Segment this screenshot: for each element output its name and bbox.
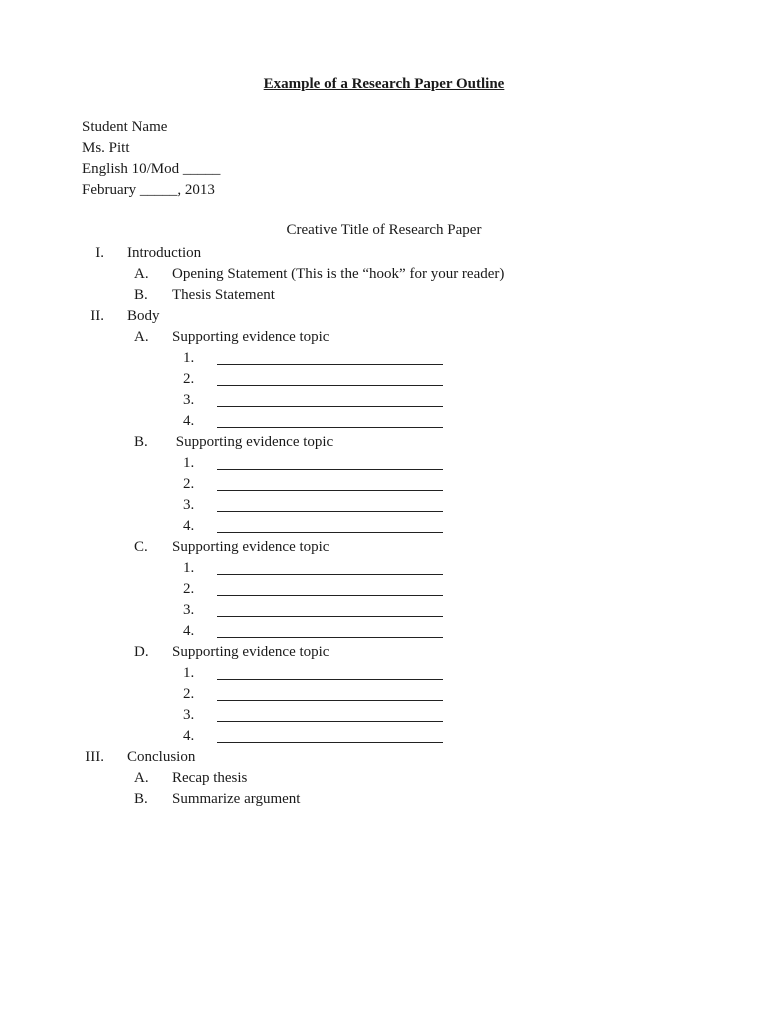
- outline-item: [0, 789, 768, 810]
- subitem-number: 1.: [183, 665, 195, 681]
- outline-section: [0, 243, 768, 264]
- item-letter: D.: [134, 644, 149, 660]
- fill-in-blank-line[interactable]: [217, 595, 443, 596]
- fill-in-blank-line[interactable]: [217, 637, 443, 638]
- item-text: Supporting evidence topic: [172, 434, 334, 450]
- section-numeral: III.: [85, 749, 104, 765]
- subitem-number: 3.: [183, 602, 195, 618]
- subitem-number: 1.: [183, 350, 195, 366]
- fill-in-blank-line[interactable]: [217, 679, 443, 680]
- subitem-number: 3.: [183, 707, 195, 723]
- subitem-number: 2.: [183, 686, 195, 702]
- outline-subitem: [0, 390, 768, 411]
- outline-item: [0, 642, 768, 663]
- section-label: Introduction: [127, 245, 202, 261]
- subitem-number: 4.: [183, 728, 195, 744]
- header-class: English 10/Mod _____: [82, 161, 221, 177]
- section-numeral: II.: [90, 308, 104, 324]
- outline-section: [0, 747, 768, 768]
- item-letter: A.: [134, 266, 149, 282]
- student-header: [82, 117, 220, 201]
- fill-in-blank-line[interactable]: [217, 511, 443, 512]
- outline-item: [0, 768, 768, 789]
- fill-in-blank-line[interactable]: [217, 406, 443, 407]
- item-letter: B.: [134, 434, 148, 450]
- header-teacher: Ms. Pitt: [82, 140, 130, 156]
- outline-subitem: [0, 495, 768, 516]
- fill-in-blank-line[interactable]: [217, 700, 443, 701]
- section-numeral: I.: [95, 245, 104, 261]
- fill-in-blank-line[interactable]: [217, 721, 443, 722]
- item-letter: C.: [134, 539, 148, 555]
- item-text: Supporting evidence topic: [172, 539, 330, 555]
- outline-subitem: [0, 516, 768, 537]
- outline-subitem: [0, 558, 768, 579]
- item-text: Summarize argument: [172, 791, 301, 807]
- subitem-number: 1.: [183, 560, 195, 576]
- section-label: Body: [127, 308, 160, 324]
- fill-in-blank-line[interactable]: [217, 574, 443, 575]
- document-title: Example of a Research Paper Outline: [263, 76, 505, 92]
- subitem-number: 4.: [183, 623, 195, 639]
- subitem-number: 3.: [183, 497, 195, 513]
- outline-subitem: [0, 411, 768, 432]
- subitem-number: 3.: [183, 392, 195, 408]
- subitem-number: 2.: [183, 581, 195, 597]
- item-letter: A.: [134, 770, 149, 786]
- fill-in-blank-line[interactable]: [217, 364, 443, 365]
- item-letter: B.: [134, 791, 148, 807]
- outline-section: [0, 306, 768, 327]
- paper-title: [0, 222, 768, 239]
- outline-item: [0, 264, 768, 285]
- outline-subitem: [0, 579, 768, 600]
- item-text: Recap thesis: [172, 770, 248, 786]
- outline-subitem: [0, 726, 768, 747]
- outline-item: [0, 327, 768, 348]
- outline-subitem: [0, 453, 768, 474]
- fill-in-blank-line[interactable]: [217, 616, 443, 617]
- header-student-name: Student Name: [82, 119, 168, 135]
- outline-subitem: [0, 705, 768, 726]
- fill-in-blank-line[interactable]: [217, 469, 443, 470]
- subitem-number: 4.: [183, 518, 195, 534]
- item-text: Opening Statement (This is the “hook” for your reader): [172, 266, 505, 282]
- item-letter: B.: [134, 287, 148, 303]
- outline: [0, 243, 768, 810]
- subitem-number: 2.: [183, 371, 195, 387]
- subitem-number: 2.: [183, 476, 195, 492]
- item-text: Supporting evidence topic: [172, 329, 330, 345]
- header-date: February _____, 2013: [82, 182, 215, 198]
- subitem-number: 4.: [183, 413, 195, 429]
- item-letter: A.: [134, 329, 149, 345]
- fill-in-blank-line[interactable]: [217, 490, 443, 491]
- subitem-number: 1.: [183, 455, 195, 471]
- outline-subitem: [0, 684, 768, 705]
- outline-subitem: [0, 600, 768, 621]
- outline-subitem: [0, 663, 768, 684]
- fill-in-blank-line[interactable]: [217, 742, 443, 743]
- fill-in-blank-line[interactable]: [217, 532, 443, 533]
- outline-item: [0, 432, 768, 453]
- outline-item: [0, 537, 768, 558]
- item-text: Supporting evidence topic: [172, 644, 330, 660]
- paper-title-text: Creative Title of Research Paper: [286, 222, 482, 238]
- fill-in-blank-line[interactable]: [217, 385, 443, 386]
- item-text: Thesis Statement: [172, 287, 275, 303]
- outline-subitem: [0, 621, 768, 642]
- outline-subitem: [0, 369, 768, 390]
- fill-in-blank-line[interactable]: [217, 427, 443, 428]
- outline-item: [0, 285, 768, 306]
- outline-subitem: [0, 348, 768, 369]
- outline-subitem: [0, 474, 768, 495]
- section-label: Conclusion: [127, 749, 196, 765]
